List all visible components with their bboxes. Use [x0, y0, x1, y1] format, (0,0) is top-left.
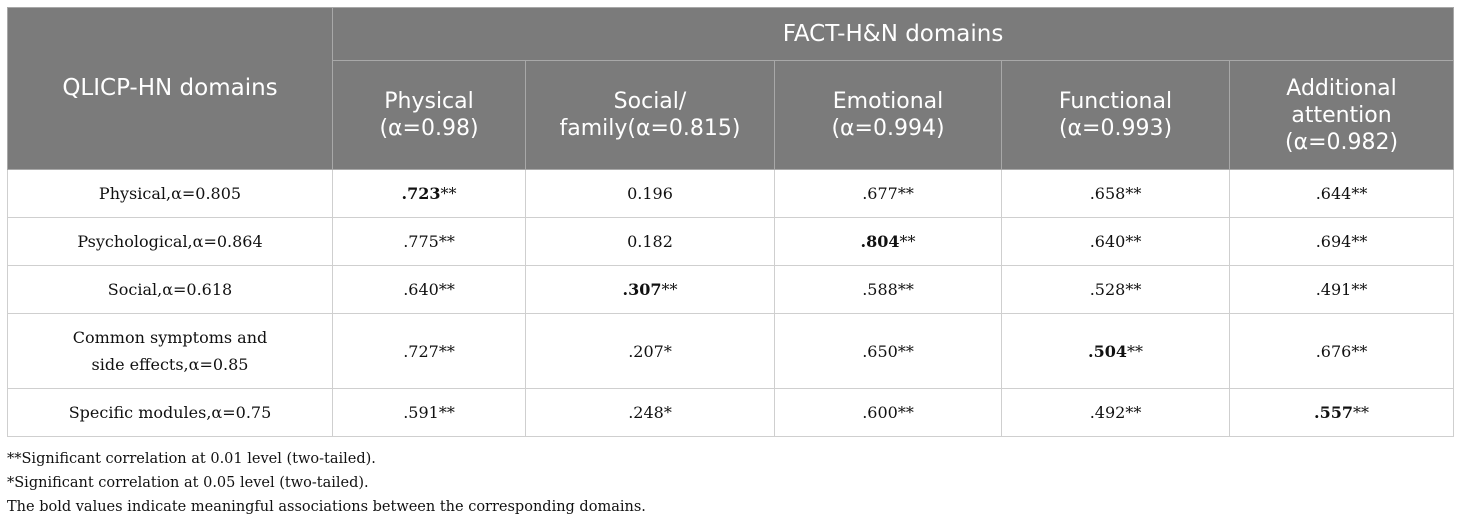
table-cell: .727** [333, 314, 526, 389]
column-header-physical: Physical (α=0.98) [333, 61, 526, 170]
footnote-double-star: **Significant correlation at 0.01 level (two-tailed). [7, 451, 376, 467]
table-cell: .557** [1230, 389, 1454, 437]
row-label: Common symptoms and side effects,α=0.85 [8, 314, 333, 389]
table-cell: .307** [526, 266, 775, 314]
table-cell: .504** [1002, 314, 1230, 389]
table-cell: .600** [775, 389, 1002, 437]
table-cell: .640** [333, 266, 526, 314]
table-row [8, 314, 1454, 389]
table-cell: .248* [526, 389, 775, 437]
table-row [8, 389, 1454, 437]
table-cell: .677** [775, 170, 1002, 218]
row-label: Psychological,α=0.864 [8, 218, 333, 266]
table-footnotes [7, 447, 646, 519]
table-cell: .640** [1002, 218, 1230, 266]
table-cell: .492** [1002, 389, 1230, 437]
table-cell: .658** [1002, 170, 1230, 218]
table-cell: .804** [775, 218, 1002, 266]
column-header-functional: Functional (α=0.993) [1002, 61, 1230, 170]
table-row [8, 170, 1454, 218]
footnote-single-star: *Significant correlation at 0.05 level (two-tailed). [7, 475, 369, 491]
table-cell: .644** [1230, 170, 1454, 218]
table-row [8, 218, 1454, 266]
row-label: Specific modules,α=0.75 [8, 389, 333, 437]
table-cell: 0.182 [526, 218, 775, 266]
column-header-social-family: Social/ family(α=0.815) [526, 61, 775, 170]
table-row [8, 266, 1454, 314]
table-cell: .591** [333, 389, 526, 437]
column-header-additional-attention: Additional attention (α=0.982) [1230, 61, 1454, 170]
table-cell: .676** [1230, 314, 1454, 389]
row-label: Physical,α=0.805 [8, 170, 333, 218]
table-cell: .588** [775, 266, 1002, 314]
footnote-bold-values: The bold values indicate meaningful associations between the corresponding domains. [7, 499, 646, 515]
table-cell: .491** [1230, 266, 1454, 314]
group-header: FACT-H&N domains [333, 8, 1454, 61]
row-label: Social,α=0.618 [8, 266, 333, 314]
column-header-emotional: Emotional (α=0.994) [775, 61, 1002, 170]
table-cell: .775** [333, 218, 526, 266]
table-cell: .207* [526, 314, 775, 389]
corner-header: QLICP-HN domains [8, 8, 333, 170]
table-cell: .723** [333, 170, 526, 218]
table-cell: 0.196 [526, 170, 775, 218]
table-cell: .650** [775, 314, 1002, 389]
correlation-table [7, 7, 1454, 437]
table-cell: .528** [1002, 266, 1230, 314]
table-cell: .694** [1230, 218, 1454, 266]
